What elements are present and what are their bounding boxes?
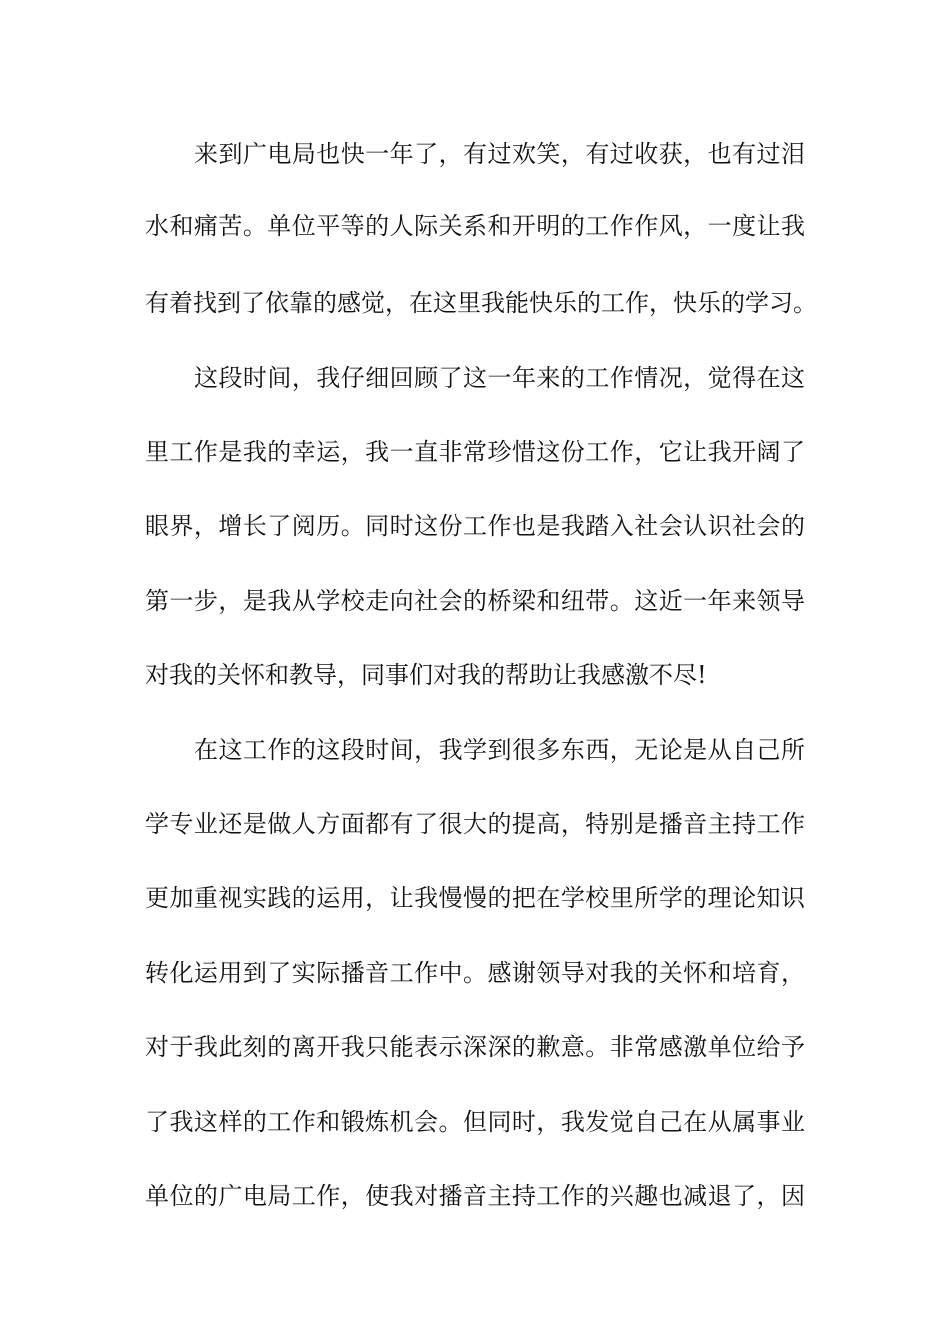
paragraph-3-line-7: 单位的广电局工作，使我对播音主持工作的兴趣也减退了，因 <box>145 1182 805 1210</box>
paragraph-1-line-1: 来到广电局也快一年了，有过欢笑，有过收获，也有过泪 <box>194 140 805 168</box>
paragraph-1-line-2: 水和痛苦。单位平等的人际关系和开明的工作作风，一度让我 <box>145 212 805 240</box>
paragraph-2-line-2: 里工作是我的幸运，我一直非常珍惜这份工作，它让我开阔了 <box>145 438 805 466</box>
paragraph-1-line-3: 有着找到了依靠的感觉，在这里我能快乐的工作，快乐的学习。 <box>145 289 817 317</box>
paragraph-3-line-1: 在这工作的这段时间，我学到很多东西，无论是从自己所 <box>194 736 805 764</box>
paragraph-2-line-3: 眼界，增长了阅历。同时这份工作也是我踏入社会认识社会的 <box>145 512 805 540</box>
paragraph-3-line-5: 对于我此刻的离开我只能表示深深的歉意。非常感激单位给予 <box>145 1033 805 1061</box>
paragraph-3-line-3: 更加重视实践的运用，让我慢慢的把在学校里所学的理论知识 <box>145 884 805 912</box>
paragraph-3-line-4: 转化运用到了实际播音工作中。感谢领导对我的关怀和培育， <box>145 959 805 987</box>
paragraph-2-line-1: 这段时间，我仔细回顾了这一年来的工作情况，觉得在这 <box>194 364 805 392</box>
paragraph-2-line-5: 对我的关怀和教导，同事们对我的帮助让我感激不尽! <box>145 661 707 689</box>
paragraph-3-line-2: 学专业还是做人方面都有了很大的提高，特别是播音主持工作 <box>145 810 805 838</box>
paragraph-3-line-6: 了我这样的工作和锻炼机会。但同时，我发觉自己在从属事业 <box>145 1108 805 1136</box>
paragraph-2-line-4: 第一步，是我从学校走向社会的桥梁和纽带。这近一年来领导 <box>145 587 805 615</box>
